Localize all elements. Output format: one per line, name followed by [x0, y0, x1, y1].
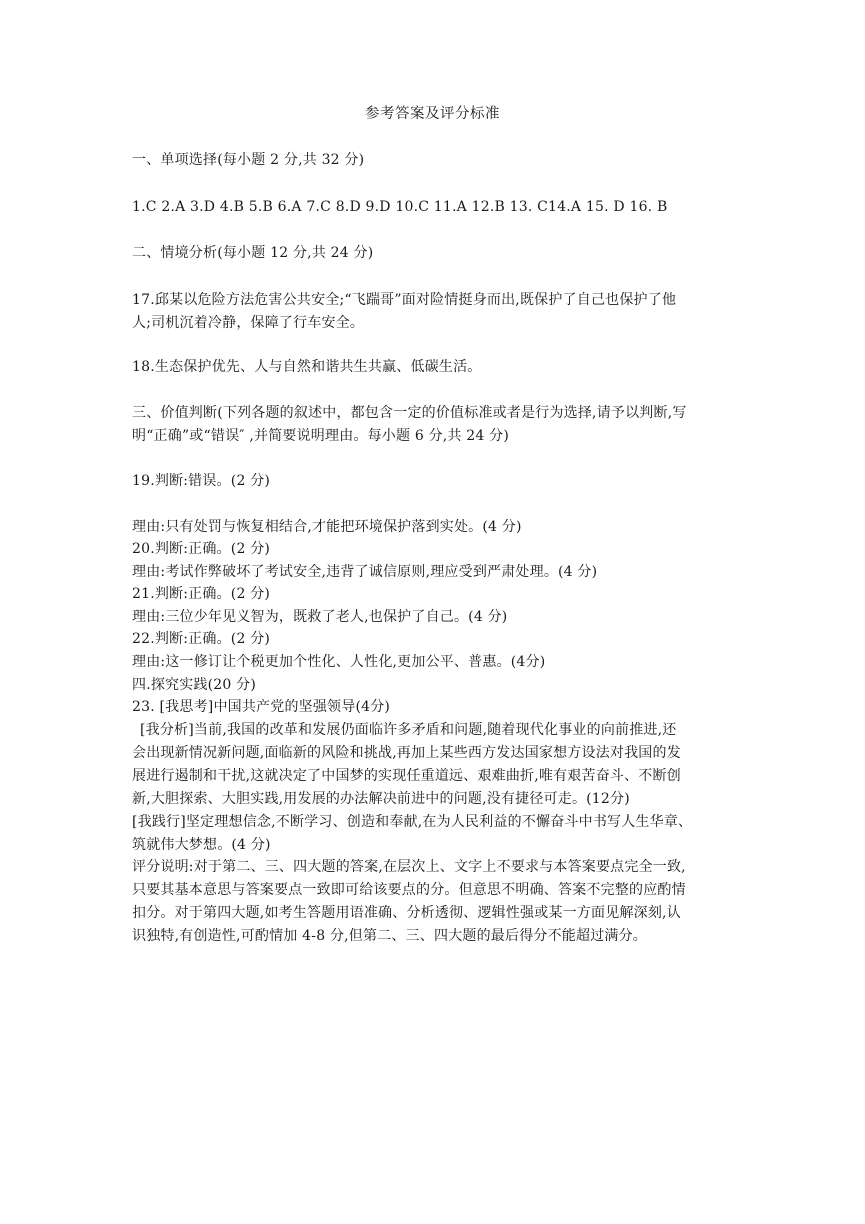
- scoring-notes-line2: 只要其基本意思与答案要点一致即可给该要点的分。但意思不明确、答案不完整的应酌情: [132, 882, 686, 898]
- scoring-notes-line3: 扣分。对于第四大题,如考生答题用语准确、分析透彻、逻辑性强或某一方面见解深刻,认: [132, 905, 681, 921]
- q23-practice-line1: [我践行]坚定理想信念,不断学习、创造和奉献,在为人民利益的不懈奋斗中书写人生华章、: [132, 814, 693, 830]
- section3-heading-line2: 明“正确”或“错误″ ,并简要说明理由。每小题 6 分,共 24 分): [132, 428, 510, 444]
- scoring-notes-line4: 识独特,有创造性,可酌情加 4-8 分,但第二、三、四大题的最后得分不能超过满分。: [132, 928, 647, 944]
- q20-judgment: 20.判断:正确。(2 分): [132, 541, 271, 557]
- section3-heading-line1: 三、价值判断(下列各题的叙述中，都包含一定的价值标准或者是行为选择,请予以判断,写: [132, 405, 687, 421]
- q20-reason: 理由:考试作弊破坏了考试安全,违背了诚信原则,理应受到严肃处理。(4 分): [132, 564, 598, 580]
- q22-reason: 理由:这一修订让个税更加个性化、人性化,更加公平、普惠。(4分): [132, 654, 546, 670]
- q21-judgment: 21.判断:正确。(2 分): [132, 586, 271, 602]
- section4-heading: 四.探究实践(20 分): [132, 677, 257, 693]
- scoring-notes-line1: 评分说明:对于第二、三、四大题的答案,在层次上、文字上不要求与本答案要点完全一致,: [132, 859, 686, 875]
- q22-judgment: 22.判断:正确。(2 分): [132, 631, 271, 647]
- q19-reason: 理由:只有处罚与恢复相结合,才能把环境保护落到实处。(4 分): [132, 519, 522, 535]
- q17-line2: 人;司机沉着冷静，保障了行车安全。: [132, 315, 365, 331]
- section1-heading: 一、单项选择(每小题 2 分,共 32 分): [132, 152, 365, 168]
- page-title: 参考答案及评分标准: [365, 106, 500, 122]
- section2-heading: 二、情境分析(每小题 12 分,共 24 分): [132, 245, 374, 261]
- q23-analysis-line4: 新,大胆探索、大胆实践,用发展的办法解决前进中的问题,没有捷径可走。(12分): [132, 791, 630, 807]
- q23-analysis-line1: [我分析]当前,我国的改革和发展仍面临许多矛盾和问题,随着现代化事业的向前推进,还: [140, 722, 677, 738]
- q23-think: 23. [我思考]中国共产党的坚强领导(4分): [132, 699, 391, 715]
- section1-answers: 1.C 2.A 3.D 4.B 5.B 6.A 7.C 8.D 9.D 10.C 11.A 12.B 13. C14.A 15. D 16. B: [132, 199, 668, 215]
- q17-line1: 17.邱某以危险方法危害公共安全;“飞踹哥”面对险情挺身而出,既保护了自己也保护了他: [132, 292, 677, 308]
- q21-reason: 理由:三位少年见义智为，既救了老人,也保护了自己。(4 分): [132, 609, 508, 625]
- q23-analysis-line2: 会出现新情况新问题,面临新的风险和挑战,再加上某些西方发达国家想方设法对我国的发: [132, 745, 681, 761]
- q23-practice-line2: 筑就伟大梦想。(4 分): [132, 837, 271, 853]
- q18-answer: 18.生态保护优先、人与自然和谐共生共赢、低碳生活。: [132, 359, 482, 375]
- q23-analysis-line3: 展进行遏制和干扰,这就决定了中国梦的实现任重道远、艰难曲折,唯有艰苦奋斗、不断创: [132, 768, 681, 784]
- q19-judgment: 19.判断:错误。(2 分): [132, 473, 271, 489]
